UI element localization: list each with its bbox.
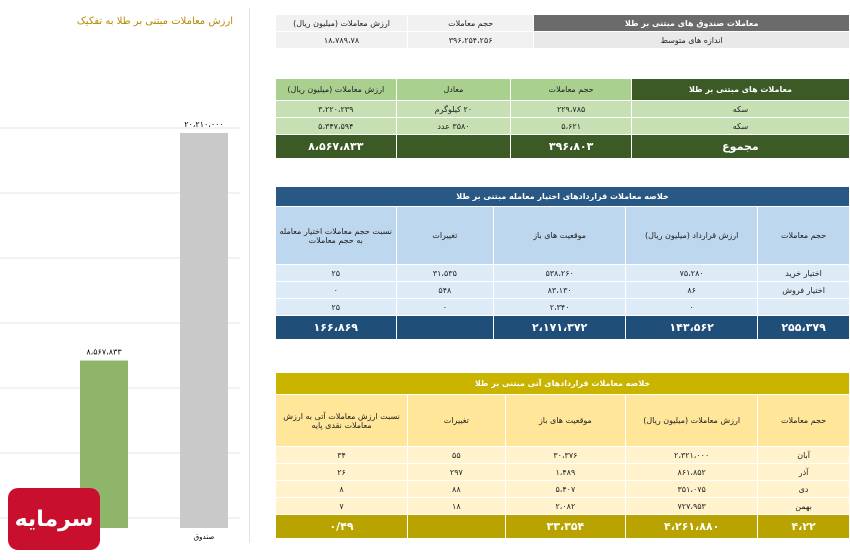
blue-cell <box>758 299 850 316</box>
blue-cell: ۰ <box>626 299 758 316</box>
blue-total: ۲۵۵،۳۷۹ <box>758 316 850 340</box>
yellow-cell: ۸ <box>276 481 408 498</box>
yellow-cell: ۵۵ <box>408 447 506 464</box>
yellow-total: ۴،۲۲ <box>758 515 850 539</box>
blue-total: ۲،۱۷۱،۳۷۲ <box>494 316 626 340</box>
yellow-cell: آبان <box>758 447 850 464</box>
data-label: ۸،۵۶۷،۸۳۳ <box>86 347 122 357</box>
green-total: ۸،۵۶۷،۸۳۳ <box>276 135 397 159</box>
blue-cell: ۲۵ <box>276 299 397 316</box>
yellow-header: حجم معاملات <box>758 395 850 447</box>
yellow-cell: ۳۴ <box>276 447 408 464</box>
table-row <box>276 118 850 135</box>
yellow-cell: ۱،۴۸۹ <box>505 464 626 481</box>
yellow-cell: بهمن <box>758 498 850 515</box>
green-total: ۳۹۶،۸۰۳ <box>511 135 632 159</box>
total-row <box>276 316 850 340</box>
grey-summary <box>275 14 850 49</box>
blue-title: خلاصه معاملات قراردادهای اختیار معامله مبتنی بر طلا <box>276 187 850 207</box>
blue-header: تغییرات <box>396 207 494 265</box>
grey-col1: حجم معاملات <box>408 15 534 32</box>
blue-cell: ۵۴۸ <box>396 282 494 299</box>
green-cell: ۵،۶۲۱ <box>511 118 632 135</box>
grey-val1: ۳۹۶،۲۵۴،۲۵۶ <box>408 32 534 49</box>
grey-val2: ۱۸،۷۸۹،۷۸ <box>276 32 408 49</box>
table-row <box>276 447 850 464</box>
yellow-header: ارزش معاملات (میلیون ریال) <box>626 395 758 447</box>
green-total: مجموع <box>631 135 849 159</box>
publisher-logo: سرمایه <box>8 488 100 550</box>
blue-header: موقعیت های باز <box>494 207 626 265</box>
yellow-cell: ۷ <box>276 498 408 515</box>
yellow-table <box>275 372 850 539</box>
yellow-total: ۰/۴۹ <box>276 515 408 539</box>
blue-cell: ۸۳،۱۳۰ <box>494 282 626 299</box>
table-row <box>276 464 850 481</box>
blue-header: ارزش قرارداد (میلیون ریال) <box>626 207 758 265</box>
blue-cell: ۸۶ <box>626 282 758 299</box>
green-cell: ۵،۳۴۷،۵۹۴ <box>276 118 397 135</box>
yellow-cell: ۸۸ <box>408 481 506 498</box>
table-row <box>276 498 850 515</box>
blue-cell: اختیار فروش <box>758 282 850 299</box>
blue-total: ۱۶۶،۸۶۹ <box>276 316 397 340</box>
blue-cell: ۲۵ <box>276 265 397 282</box>
blue-total <box>396 316 494 340</box>
blue-cell: ۷۵،۲۸۰ <box>626 265 758 282</box>
green-total <box>396 135 511 159</box>
yellow-cell: ۲،۰۸۲ <box>505 498 626 515</box>
table-row <box>276 282 850 299</box>
bar-chart <box>0 8 250 543</box>
yellow-cell: ۸۶۱،۸۵۲ <box>626 464 758 481</box>
green-header: حجم معاملات <box>511 79 632 101</box>
green-header: معادل <box>396 79 511 101</box>
bar <box>180 133 228 528</box>
table-row <box>276 299 850 316</box>
blue-cell: ۰ <box>396 299 494 316</box>
yellow-cell: ۳۰،۳۷۶ <box>505 447 626 464</box>
yellow-total <box>408 515 506 539</box>
yellow-cell: ۷۲۷،۹۵۳ <box>626 498 758 515</box>
yellow-header: موقعیت های باز <box>505 395 626 447</box>
total-row <box>276 135 850 159</box>
yellow-cell: ۳۵۱،۰۷۵ <box>626 481 758 498</box>
yellow-cell: آذر <box>758 464 850 481</box>
green-cell: سکه <box>631 101 849 118</box>
blue-cell: ۲،۳۴۰ <box>494 299 626 316</box>
blue-cell: ۰ <box>276 282 397 299</box>
blue-total: ۱۴۳،۵۶۲ <box>626 316 758 340</box>
yellow-cell: ۲۶ <box>276 464 408 481</box>
grey-col2: ارزش معاملات (میلیون ریال) <box>276 15 408 32</box>
yellow-cell: ۲۹۷ <box>408 464 506 481</box>
yellow-cell: ۵،۴۰۷ <box>505 481 626 498</box>
total-row <box>276 515 850 539</box>
chart-title: ارزش معاملات مبتنی بر طلا به تفکیک <box>76 16 233 27</box>
grey-title: معاملات صندوق های مبتنی بر طلا <box>534 15 850 32</box>
yellow-header: نسبت ارزش معاملات آتی به ارزش معاملات نقدی پایه <box>276 395 408 447</box>
green-header: ارزش معاملات (میلیون ریال) <box>276 79 397 101</box>
blue-table <box>275 186 850 340</box>
blue-header: نسبت حجم معاملات اختیار معامله به حجم معاملات <box>276 207 397 265</box>
blue-cell: ۳۱،۵۳۵ <box>396 265 494 282</box>
blue-header: حجم معاملات <box>758 207 850 265</box>
table-row <box>276 481 850 498</box>
yellow-total: ۴،۲۶۱،۸۸۰ <box>626 515 758 539</box>
table-row <box>276 101 850 118</box>
blue-cell: اختیار خرید <box>758 265 850 282</box>
green-table <box>275 78 850 159</box>
yellow-title: خلاصه معاملات قراردادهای آتی مبتنی بر طلا <box>276 373 850 395</box>
chart-canvas <box>0 8 250 543</box>
table-row <box>276 265 850 282</box>
yellow-cell: دی <box>758 481 850 498</box>
grey-sub: اندازه های متوسط <box>534 32 850 49</box>
category-label: صندوق <box>193 533 215 541</box>
green-cell: ۲۰ کیلوگرم <box>396 101 511 118</box>
green-cell: سکه <box>631 118 849 135</box>
green-cell: ۳۵۸۰ عدد <box>396 118 511 135</box>
yellow-total: ۳۳،۳۵۴ <box>505 515 626 539</box>
green-cell: ۲۲۹،۷۸۵ <box>511 101 632 118</box>
yellow-cell: ۲،۳۲۱،۰۰۰ <box>626 447 758 464</box>
yellow-cell: ۱۸ <box>408 498 506 515</box>
data-label: ۲۰،۲۱۰،۰۰۰ <box>184 119 224 129</box>
yellow-header: تغییرات <box>408 395 506 447</box>
green-title: معاملات های مبتنی بر طلا <box>631 79 849 101</box>
green-cell: ۳،۲۲۰،۲۳۹ <box>276 101 397 118</box>
blue-cell: ۵۳۸،۲۶۰ <box>494 265 626 282</box>
